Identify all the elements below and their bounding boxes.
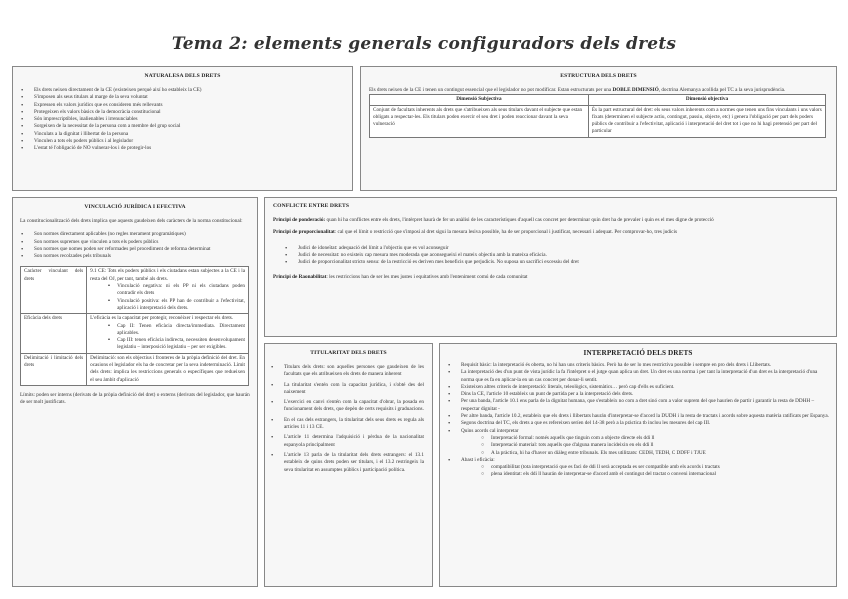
list-item: • L'exercici en canvi s'entén com la capacitat d'obrar, la posada en funcionament dels drets, que depèn de certs requisits i graduacions. [271, 399, 424, 414]
list-item: ○ Interpretació formal: només aquells que tinguin com a objecte directe els ddi ll [481, 435, 830, 442]
vinculacio-table [20, 266, 249, 385]
list-item: • Sorgeixen de la necessitat de la persona com a membre del grup social [21, 123, 346, 130]
table-cell: 9.1 CE: Tots els poders públics i els ciutadans estan subjectes a la CE i la resta del OJ, per tant, també als drets. ▪ Vinculació negativa: ni els PP ni els ciutadans poden contradir els drets ▪ Vinculació positiva: els PP han de contribuir a l'efectivitat, aplicació i interpretació dels drets. [87, 267, 249, 314]
list-item: • L'article 13 parla de la titularitat dels drets estrangers: el 13.1 estableix de quins drets poden ser titulars, i el 13.2 restringeix la seva titularitat en assumptes públics i participació política. [271, 452, 424, 474]
list-item: • Protegeixen els valors bàsics de la democràcia constitucional [21, 109, 346, 116]
list-item: • Per altre banda, l'article 10.2, estableix que els drets i llibertats haurán d'interpretar-se d'acord la DUDH i la resta de tractats i acords sobre aquesta matèria ratificats per Espanya. [448, 413, 830, 420]
list-item: ○ Interpretació material: tots aquells que d'alguna manera incideixin en els ddi ll [481, 442, 830, 449]
conflicte-box [264, 197, 837, 337]
row-label: Delimitació i limitació dels drets [21, 353, 87, 385]
estructura-heading: ESTRUCTURA DELS DRETS [560, 73, 637, 79]
titularitat-list [265, 364, 432, 474]
list-item: • Vinculen a tots els poders públics i al legislador [21, 138, 346, 145]
list-item: ○ A la pràctica, hi ha d'haver un diàleg entre tribunals. Els mes utilitzats: CEDH, TEDH, C DDFF i TJUE [481, 450, 830, 457]
naturalesa-list [13, 87, 352, 153]
list-item: • Titulars dels drets: son aquelles persones que gaudeixen de les facultats que els atribueixen els drets de manera inherent [271, 364, 424, 379]
table-cell: Delimitació: son els objectius i fronteres de la pròpia definició del dret. En ocasions el legislador els ha de concretar per la seva indeterminació. Límit dels drets: implica les restriccions generals o específiques que redueixen el seu àmbit d'aplicació [87, 353, 249, 385]
list-item: • Son normes directament aplicables (no regles merament programàtiques) [21, 231, 249, 238]
row-label: Caràcter vinculant dels drets [21, 267, 87, 314]
estructura-box [360, 66, 837, 191]
list-item: • S'imposen als seus titulars al marge de la seva voluntat [21, 94, 346, 101]
interpretacio-box [439, 343, 837, 587]
list-item: • L'estat té l'obligació de NO vulnerar-los i de protegir-los [21, 145, 346, 152]
list-item: • Son normes recolzades pels tribunals [21, 253, 249, 260]
list-item: • Judici de idoneïtat: adequació del límit a l'objectiu que es vol aconseguir [285, 245, 830, 252]
list-item: • Per una banda, l'article 10.1 ens parla de la dignitat humana, que s'estableix no com a dret sinó com a valor suprem del que haurien de partir i garantir la resta de DDHH – respectar dignitat - [448, 398, 830, 413]
col-header: Dimensió Subjectiva [370, 95, 589, 105]
list-item: ○ plena identitat: els ddi ll haurán de interpretar-se d'acord amb el contingut del tractat o conveni internacional [481, 471, 830, 478]
list-item: • Segons doctrina del TC, els drets a que es refereixen seríen del 14-38 però a la pràctica tb inclou les mesures del cap III. [448, 420, 830, 427]
list-item: ○ compatibilitat (tota interpretació que es faci de ddi ll serà acceptada es ser compatible amb els acords i tractats [481, 464, 830, 471]
vinculacio-intro: La constitucionalització dels drets implica que aquests gaudeixen dels caràcters de la norma constitucional: [20, 218, 243, 224]
conflicte-heading: CONFLICTE ENTRE DRETS [273, 203, 350, 209]
page-title: Tema 2: elements generals configuradors dels drets [171, 34, 677, 54]
list-item: • Expressen els valors jurídics que es consideren més rellevants [21, 102, 346, 109]
naturalesa-box [12, 66, 353, 191]
dimensions-table [369, 94, 826, 137]
ponderacio-paragraph: Principi de ponderació: quan hi ha conflictes entre els drets, l'intèrpret haurà de fer un anàlisi de les característiques d'aquell cas concret per determinar quin dret ha de prevaler i quin es el mes digne de protecció [273, 217, 714, 223]
row-label: Eficàcia dels drets [21, 314, 87, 353]
table-cell: És la part estructural del dret: els seus valors inherents com a normes que tenen uns fins vinculants i uns valors fixats (determinen el subjecte actiu, contingut, passiu, objecte, etc) i genera l'obligació per part dels poders públics de contribuir a l'efectivitat, aplicació i interpretació del dret tot i que no hi hagi pretensió per part del particular [588, 105, 825, 137]
list-item: • Abast i eficàcia: ○ compatibilitat (tota interpretació que es faci de ddi ll serà acceptada es ser compatible amb els acords i tractats ○ plena identitat: els ddi ll haurán de interpretar-se d'acord amb el contingut del tractat o conveni internacional [448, 457, 830, 479]
list-item: • En el cas dels estrangers, la titularitat dels seus drets es regula als articles 11 i 13 CE. [271, 417, 424, 432]
list-item: • Son normes supremes que vinculen a tots els poders públics [21, 239, 249, 246]
interpretacio-list [440, 362, 836, 479]
raonabilitat-paragraph: Principi de Raonabilitat: les restriccions han de ser les mes justes i equitatives amb l'enteniment comú de cada comunitat [273, 274, 528, 281]
judicis-list [265, 245, 836, 275]
list-item: • La interpretació des d'un punt de vista jurídic la fa l'intèrpret o el jutge quan aplica un dret. Un dret es una norma i per tant la interpretació d'un dret es la interpretació d'una norma que es fa en aplicar-la en un cas concret per donar-li sentit. [448, 369, 830, 384]
vinculacio-heading: VINCULACIÓ JURÍDICA I EFECTIVA [84, 204, 186, 210]
estructura-intro: Els drets neixen de la CE i tenen un contingut essencial que el legislador no pot modificar. Estan estructurats per una DOBLE DIMENSIÓ, doctrina Alemanya acollida pel TC a la seva jurisprudència. [369, 87, 786, 93]
list-item: ▪ Cap III: tenen eficàcia indirecta, necessiten desenvolupament legislatiu – interposició legislatiu – per ser exigibles. [108, 337, 245, 352]
naturalesa-heading: NATURALESA DELS DRETS [144, 73, 221, 79]
list-item: • Els drets neixen directament de la CE (existeixen perquè així ho estableix la CE) [21, 87, 346, 94]
proporcionalitat-paragraph: Principi de proporcionalitat: cal que el límit o restricció que s'imposi al dret sigui la mesura lesiva possible, ha de ser proporcional i justificat, necessari i adequat. Per comprovar-ho, tres judicis [273, 229, 678, 236]
list-item: ▪ Vinculació positiva: els PP han de contribuir a l'efectivitat, aplicació i interpretació dels drets. [108, 298, 245, 313]
titularitat-box [264, 343, 433, 587]
list-item: • Son normes que nomes poden ser reformades pel procediment de reforma determinat [21, 246, 249, 253]
list-item: • Són imprescriptibles, inalienables i irrenunciables [21, 116, 346, 123]
vinculacio-box [12, 197, 258, 587]
list-item: • La titularitat s'entén com la capacitat jurídica, i s'obté des del naixement [271, 382, 424, 397]
table-cell: Conjunt de facultats inherents als drets que s'atribueixen als seus titulars davant el subjecte que estan obligats a respectar-les. Els titulars poden exercir el seu dret i poden reaccionar davant la seva vulneració [370, 105, 589, 137]
list-item: • Judici de proporcionalitat stricto sensu: de la restricció es deriven mes beneficis que perjudicis. No suposa un sacrifici excessiu del dret [285, 259, 830, 266]
list-item: ▪ Vinculació negativa: ni els PP ni els ciutadans poden contradir els drets [108, 283, 245, 298]
list-item: ▪ Cap II: Tenen eficàcia directa/immediata. Directament aplicables. [108, 323, 245, 338]
titularitat-heading: TITULARITAT DELS DRETS [310, 350, 387, 356]
list-item: • Judici de necessitat: no existeix cap mesura mes moderada que aconsegueixi el mateix objectiu amb la mateixa eficàcia. [285, 252, 830, 259]
col-header: Dimensió objectiva [588, 95, 825, 105]
interpretacio-heading: INTERPRETACIÓ DELS DRETS [583, 349, 693, 357]
table-cell: L'eficàcia es la capacitat per protegir, reconèixer i respectar els drets. ▪ Cap II: Tenen eficàcia directa/immediata. Directament aplicables. ▪ Cap III: tenen eficàcia indirecta, necessiten desenvolupament legislatiu – interposició legislatiu – per ser exigibles. [87, 314, 249, 353]
list-item: • L'article 11 determina l'adquisició i pèrdua de la nacionalitat espanyola principalment [271, 434, 424, 449]
list-item: • Requisit bàsic: la interpretació és oberta, no hi han uns criteris bàsics. Però ha de ser lo mes restrictiva possible i sempre en pro dels drets i Llibertats. [448, 362, 830, 369]
list-item: • Existeixen altres criteris de interpretació: literals, teleològics, sistemàtics… però cap d'ells es suficient. [448, 384, 830, 391]
vinculacio-footer: Límits: poden ser interns (derivats de la pròpia definició del dret) o externs (derivats del legislador, que haurán de ser molt justificats. [20, 391, 250, 406]
vinculacio-list [13, 231, 257, 260]
list-item: • Quins acords cal interpretar ○ Interpretació formal: només aquells que tinguin com a objecte directe els ddi ll ○ Interpretació material: tots aquells que d'alguna manera incideixin en els ddi ll ○ A la pràctica, hi ha d'haver un diàleg entre tribunals. Els mes utilitzats: CEDH, TEDH, C DDFF i TJUE [448, 428, 830, 457]
list-item: • Vinculats a la dignitat i llibertat de la persona [21, 131, 346, 138]
list-item: • Dins la CE, l'article 10 estableix un punt de partida per a la interpretació dels drets. [448, 391, 830, 398]
